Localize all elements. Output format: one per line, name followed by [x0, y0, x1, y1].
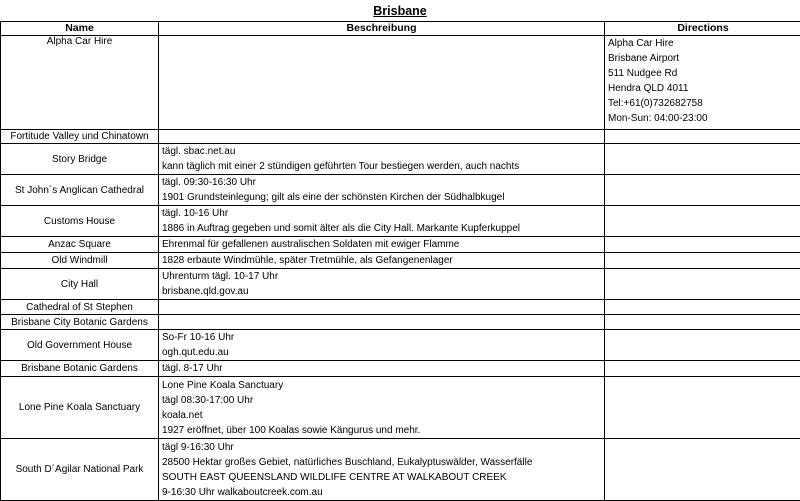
- cell-name[interactable]: Fortitude Valley und Chinatown: [1, 130, 159, 144]
- cell-directions[interactable]: [605, 361, 800, 377]
- table-row: [1, 361, 800, 377]
- cell-description[interactable]: [159, 144, 605, 175]
- sheet-title: Brisbane: [0, 0, 800, 21]
- description-line: Ehrenmal für gefallenen australischen Soldaten mit ewiger Flamme: [162, 237, 601, 252]
- table-row: [1, 300, 800, 315]
- table-row: [1, 253, 800, 269]
- description-line: 1927 eröffnet, über 100 Koalas sowie Kängurus und mehr.: [162, 423, 601, 438]
- cell-name[interactable]: City Hall: [1, 269, 159, 300]
- table-row: [1, 237, 800, 253]
- table-row: [1, 144, 800, 175]
- header-name[interactable]: Name: [1, 22, 159, 36]
- description-line: tägl 08:30-17:00 Uhr: [162, 393, 601, 408]
- header-description[interactable]: Beschreibung: [159, 22, 605, 36]
- table-row: [1, 206, 800, 237]
- table-row: [1, 315, 800, 330]
- header-directions[interactable]: Directions: [605, 22, 800, 36]
- cell-description[interactable]: [159, 315, 605, 330]
- description-line: tägl. 10-16 Uhr: [162, 206, 601, 221]
- cell-description[interactable]: [159, 36, 605, 130]
- cell-name[interactable]: South D´Agilar National Park: [1, 439, 159, 501]
- cell-description[interactable]: [159, 330, 605, 361]
- cell-description[interactable]: [159, 361, 605, 377]
- cell-directions[interactable]: [605, 237, 800, 253]
- cell-directions[interactable]: [605, 377, 800, 439]
- table-row: [1, 269, 800, 300]
- attractions-table: [0, 21, 800, 501]
- description-line: kann täglich mit einer 2 stündigen geführten Tour bestiegen werden, auch nachts: [162, 159, 601, 174]
- cell-directions[interactable]: [605, 253, 800, 269]
- description-line: koala.net: [162, 408, 601, 423]
- table-row: [1, 330, 800, 361]
- description-line: 1828 erbaute Windmühle, später Tretmühle, als Gefangenenlager: [162, 253, 601, 268]
- cell-name[interactable]: Lone Pine Koala Sanctuary: [1, 377, 159, 439]
- description-line: 1886 in Auftrag gegeben und somit älter als die City Hall. Markante Kupferkuppel: [162, 221, 601, 236]
- cell-name[interactable]: Customs House: [1, 206, 159, 237]
- cell-description[interactable]: [159, 175, 605, 206]
- cell-directions[interactable]: [605, 36, 800, 130]
- cell-description[interactable]: [159, 300, 605, 315]
- cell-name[interactable]: Alpha Car Hire: [1, 36, 159, 130]
- description-line: tägl. sbac.net.au: [162, 144, 601, 159]
- directions-line: Tel:+61(0)732682758: [608, 96, 798, 111]
- cell-directions[interactable]: [605, 269, 800, 300]
- description-line: tägl 9-16:30 Uhr: [162, 440, 601, 455]
- cell-name[interactable]: Story Bridge: [1, 144, 159, 175]
- table-row: [1, 439, 800, 501]
- description-line: ogh.qut.edu.au: [162, 345, 601, 360]
- description-line: tägl. 09:30-16:30 Uhr: [162, 175, 601, 190]
- directions-line: Mon-Sun: 04:00-23:00: [608, 111, 798, 126]
- directions-line: Alpha Car Hire: [608, 36, 798, 51]
- description-line: So-Fr 10-16 Uhr: [162, 330, 601, 345]
- table-row: [1, 36, 800, 130]
- cell-directions[interactable]: [605, 315, 800, 330]
- cell-directions[interactable]: [605, 144, 800, 175]
- cell-directions[interactable]: [605, 330, 800, 361]
- cell-directions[interactable]: [605, 175, 800, 206]
- cell-name[interactable]: Old Government House: [1, 330, 159, 361]
- description-line: Lone Pine Koala Sanctuary: [162, 378, 601, 393]
- cell-name[interactable]: Cathedral of St Stephen: [1, 300, 159, 315]
- cell-description[interactable]: [159, 269, 605, 300]
- table-body: [1, 36, 800, 501]
- table-row: [1, 130, 800, 144]
- cell-description[interactable]: [159, 377, 605, 439]
- directions-line: 511 Nudgee Rd: [608, 66, 798, 81]
- table-row: [1, 377, 800, 439]
- cell-name[interactable]: Brisbane Botanic Gardens: [1, 361, 159, 377]
- description-line: 28500 Hektar großes Gebiet, natürliches Buschland, Eukalyptuswälder, Wasserfälle: [162, 455, 601, 470]
- description-line: brisbane.qld.gov.au: [162, 284, 601, 299]
- description-line: 1901 Grundsteinlegung; gilt als eine der schönsten Kirchen der Südhalbkugel: [162, 190, 601, 205]
- description-line: 9-16:30 Uhr walkaboutcreek.com.au: [162, 485, 601, 500]
- cell-name[interactable]: St John´s Anglican Cathedral: [1, 175, 159, 206]
- cell-directions[interactable]: [605, 206, 800, 237]
- cell-name[interactable]: Brisbane City Botanic Gardens: [1, 315, 159, 330]
- directions-line: Brisbane Airport: [608, 51, 798, 66]
- description-line: SOUTH EAST QUEENSLAND WILDLIFE CENTRE AT WALKABOUT CREEK: [162, 470, 601, 485]
- cell-description[interactable]: [159, 206, 605, 237]
- cell-name[interactable]: Anzac Square: [1, 237, 159, 253]
- cell-name[interactable]: Old Windmill: [1, 253, 159, 269]
- description-line: Uhrenturm tägl. 10-17 Uhr: [162, 269, 601, 284]
- cell-description[interactable]: [159, 130, 605, 144]
- description-line: tägl. 8-17 Uhr: [162, 361, 601, 376]
- directions-line: Hendra QLD 4011: [608, 81, 798, 96]
- cell-directions[interactable]: [605, 439, 800, 501]
- header-row: [1, 22, 800, 36]
- cell-description[interactable]: [159, 439, 605, 501]
- table-row: [1, 175, 800, 206]
- cell-description[interactable]: [159, 253, 605, 269]
- cell-directions[interactable]: [605, 300, 800, 315]
- cell-directions[interactable]: [605, 130, 800, 144]
- cell-description[interactable]: [159, 237, 605, 253]
